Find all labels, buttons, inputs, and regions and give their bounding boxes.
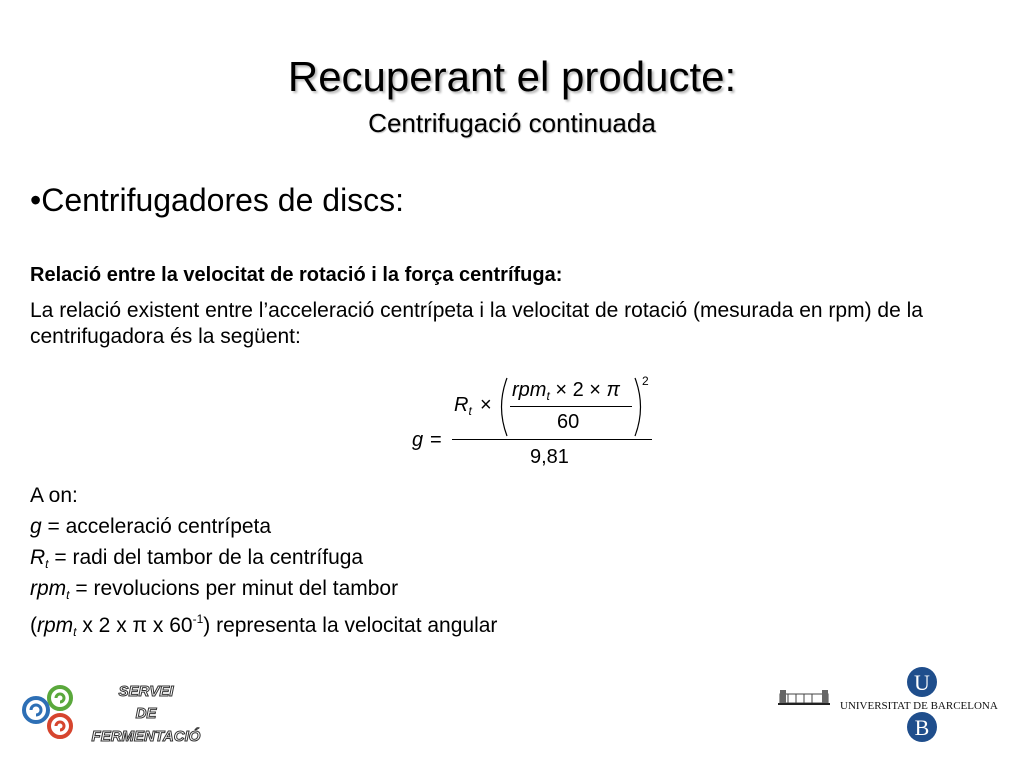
legend-angular-velocity: (rpm$_t$ x 2 x π x $60^{-1}$) representa la velocitat angular — [30, 612, 498, 639]
slide-title: Recuperant el producte: — [287, 53, 737, 100]
description-paragraph: La relació existent entre l’acceleració centrípeta i la velocitat de rotació (mesurada en rpm) de la centrifugadora és la següent: — [30, 299, 923, 348]
svg-text:UNIVERSITAT DE BARCELONA: UNIVERSITAT DE BARCELONA — [840, 700, 998, 712]
centrifugal-formula — [400, 368, 670, 473]
formula-rpm-numerator: rpm$_t$ × 2 × π — [512, 379, 620, 403]
outer-fraction-bar — [452, 439, 652, 440]
servei-fermentacio-logo — [18, 678, 228, 750]
left-paren — [494, 376, 510, 438]
legend-rpm: rpm$_t$ = revolucions per minut del tambor — [30, 577, 399, 602]
formula-radius: $R_t$ — [454, 394, 472, 418]
formula-outer-denominator: 9,81 — [530, 446, 569, 468]
bullet-heading: •Centrifugadores de discs: — [30, 182, 405, 218]
svg-text:B: B — [914, 715, 930, 740]
universitat-de-barcelona-logo — [778, 664, 1008, 754]
svg-text:FERMENTACIÓ: FERMENTACIÓ — [91, 728, 201, 745]
variable-legend — [30, 480, 498, 639]
inner-fraction-bar — [510, 406, 632, 407]
formula-lhs: g — [412, 429, 424, 451]
legend-intro: A on: — [30, 484, 78, 507]
legend-g: g = acceleració centrípeta — [30, 515, 272, 538]
svg-text:DE: DE — [135, 705, 157, 722]
building-icon — [778, 690, 830, 704]
spiral-icon — [24, 687, 71, 737]
section-heading: Relació entre la velocitat de rotació i la força centrífuga: — [30, 264, 563, 286]
formula-inner-denominator: 60 — [557, 411, 580, 433]
formula-equals: = — [430, 429, 442, 451]
slide-subtitle: Centrifugació continuada — [368, 108, 656, 138]
svg-text:SERVEI: SERVEI — [118, 683, 174, 700]
svg-text:U: U — [914, 670, 930, 695]
legend-radius: $R_t$ = radi del tambor de la centrífuga — [30, 546, 364, 571]
formula-times: × — [480, 394, 492, 416]
formula-exponent: 2 — [642, 374, 649, 388]
